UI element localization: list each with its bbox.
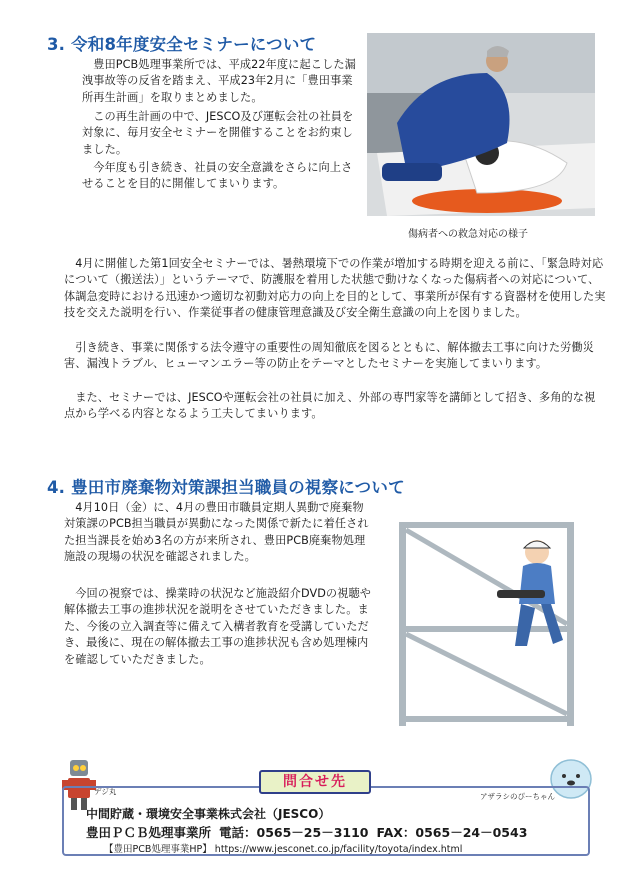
office-tel: 電話：0565－25－3110 <box>219 825 369 840</box>
section3-intro-3: 今年度も引き続き、社員の安全意識をさらに向上させることを目的に開催してまいります。 <box>82 161 353 191</box>
company-name: 中間貯蔵・環境安全事業株式会社（JESCO） <box>86 807 331 821</box>
office-contact <box>86 823 527 841</box>
scaffold-worker-illustration <box>385 516 595 726</box>
section3-intro-1: 豊田PCB処理事業所では、平成22年度に起こした漏洩事故等の反省を踏まえ、平成23年2月に「豊田事業所再生計画」を取りまとめました。 <box>82 58 356 104</box>
section3-body-2: 引き続き、事業に関係する法令遵守の重要性の周知徹底を図るとともに、解体撤去工事に向けた労働災害、漏洩トラブル、ヒューマンエラー等の防止をテーマとしたセミナーを実施してまいります。 <box>64 341 594 371</box>
first-aid-illustration <box>367 33 595 216</box>
contact-title: 問合せ先 <box>259 770 371 794</box>
section3-intro-2: この再生計画の中で、JESCO及び運転会社の社員を対象に、毎月安全セミナーを開催することをお約束しました。 <box>82 110 354 156</box>
section4-title: 4. 豊田市廃棄物対策課担当職員の視察について <box>47 478 405 497</box>
section3-title: 3. 令和8年度安全セミナーについて <box>47 35 317 54</box>
homepage-line <box>104 841 462 855</box>
first-aid-photo <box>367 33 595 216</box>
section3-body-1: 4月に開催した第1回安全セミナーでは、暑熱環境下での作業が増加する時期を迎える前に、「緊急時対応について（搬送法）」というテーマで、防護服を着用した状態で動けなくなった傷病者への対応について、体調急変時における迅速かつ適切な初動対応力の向上を目的として、事業所が保有する資器材を使用した実技を交えた説明を行い、作業従事者の健康管理意識及び安全衛生意識の向上を図りました。 <box>64 257 606 320</box>
mascot-left-label: デジ丸 <box>94 787 117 796</box>
photo-caption: 傷病者への救急対応の様子 <box>408 229 528 240</box>
homepage-label: 【豊田PCB処理事業HP】 <box>104 844 212 855</box>
office-fax: FAX：0565－24－0543 <box>376 825 528 840</box>
homepage-url[interactable]: https://www.jesconet.co.jp/facility/toyota/index.html <box>214 844 463 855</box>
mascot-right-label: アザラシのぴーちゃん <box>480 792 555 801</box>
office-name: 豊田ＰＣＢ処理事業所 <box>86 825 212 840</box>
section3-body-3: また、セミナーでは、JESCOや運転会社の社員に加え、外部の専門家等を講師として招き、多角的な視点から学べる内容となるよう工夫してまいります。 <box>64 391 596 421</box>
section4-body-2: 今回の視察では、操業時の状況など施設紹介DVDの視聴や解体撤去工事の進捗状況を説明をさせていただきました。また、今後の立入調査等に備えて入構者教育を受講していただき、最後に、現在の解体撤去工事の進捗状況も含め処理棟内を確認していただきました。 <box>64 587 372 666</box>
section4-body-1: 4月10日（金）に、4月の豊田市職員定期人異動で廃棄物対策課のPCB担当職員が異動になった関係で新たに着任された担当課長を始め3名の方が来所され、豊田PCB廃棄物処理施設の現場の状況を確認されました。 <box>64 501 369 564</box>
